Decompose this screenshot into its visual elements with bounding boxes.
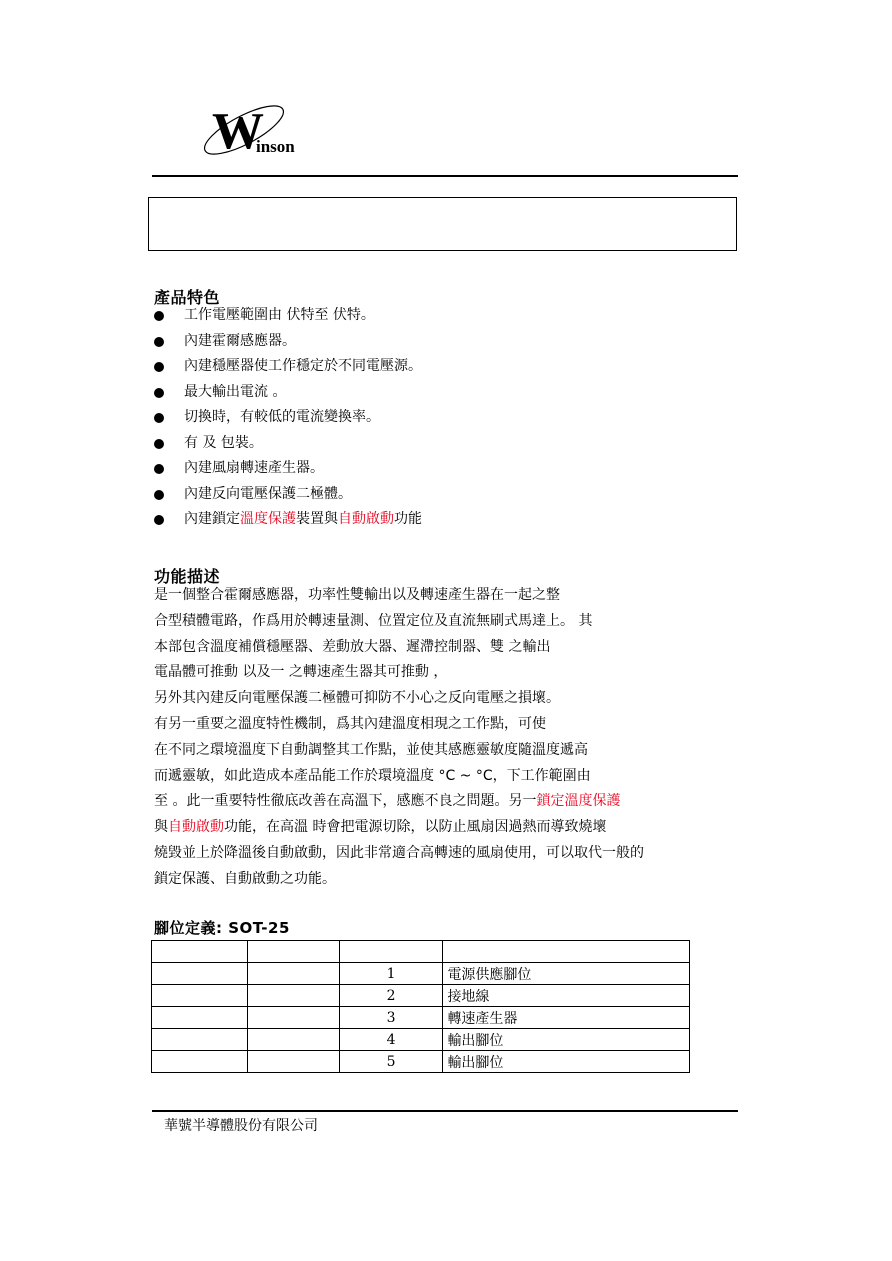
description-segment: 鎖定溫度保護 [536, 793, 621, 810]
description-line [154, 610, 592, 632]
pin-number-cell: 2 [339, 985, 443, 1007]
bullet-icon [154, 439, 164, 449]
feature-segment: 裝置與 [296, 511, 338, 527]
description-segment: 而遞靈敏，如此造成本產品能工作於環境溫度 °C ~ °C，下工作範圍由 [154, 767, 591, 784]
description-segment: 電晶體可推動 以及一 之轉速產生器其可推動 ， [154, 664, 448, 681]
feature-text [184, 482, 352, 507]
feature-text [184, 507, 422, 532]
description-segment: 功能，在高溫 時會把電源切除，以防止風扇因過熱而導致燒壞 [224, 819, 607, 836]
feature-segment: 內建穩壓器使工作穩定於不同電壓源。 [184, 358, 422, 374]
description-segment: 本部包含溫度補償穩壓器、差動放大器、遲滯控制器、雙 之輸出 [154, 638, 551, 655]
pin-cell [247, 941, 339, 963]
pin-description-cell: 電源供應腳位 [443, 963, 690, 985]
pin-table [151, 940, 690, 1073]
feature-item [152, 507, 672, 532]
features-heading: 產品特色 [154, 288, 221, 307]
pin-number-cell: 3 [339, 1007, 443, 1029]
svg-text:inson: inson [256, 137, 295, 156]
feature-segment: 最大輸出電流 。 [184, 383, 287, 400]
bullet-icon [154, 311, 164, 321]
description-line [154, 790, 620, 812]
description-segment: 至 。此一重要特性徹底改善在高溫下，感應不良之問題。另一 [154, 793, 537, 810]
table-row [152, 985, 690, 1007]
feature-item [152, 405, 672, 430]
description-segment: 在不同之環境溫度下自動調整其工作點，並使其感應靈敏度隨溫度遞高 [154, 741, 588, 758]
feature-item [152, 303, 672, 328]
bullet-icon [154, 515, 164, 525]
pin-heading: 腳位定義: SOT-25 [154, 919, 290, 937]
footer-rule [152, 1110, 738, 1112]
description-line [154, 739, 588, 761]
winson-logo [196, 92, 306, 164]
feature-item [152, 482, 672, 507]
feature-item [152, 431, 672, 456]
pin-number-cell: 1 [339, 963, 443, 985]
feature-segment: 內建鎖定 [184, 511, 240, 527]
bullet-icon [154, 337, 164, 347]
pin-cell [247, 1029, 339, 1051]
feature-item [152, 329, 672, 354]
feature-text [184, 329, 296, 354]
feature-item [152, 456, 672, 481]
pin-cell [247, 985, 339, 1007]
description-heading: 功能描述 [154, 567, 221, 586]
description-segment: 鎖定保護、自動啟動之功能。 [154, 870, 336, 887]
feature-item [152, 354, 672, 379]
pin-description-cell: 轉速產生器 [443, 1007, 690, 1029]
table-row [152, 963, 690, 985]
feature-segment: 溫度保護 [240, 511, 296, 527]
bullet-icon [154, 490, 164, 500]
feature-text [184, 405, 380, 430]
description-segment: 有另一重要之溫度特性機制，爲其內建溫度相現之工作點，可使 [154, 716, 546, 732]
feature-segment: 工作電壓範圍由 伏特至 伏特。 [184, 307, 375, 323]
table-row [152, 1029, 690, 1051]
pin-description-cell: 輸出腳位 [443, 1029, 690, 1051]
feature-item [152, 380, 672, 405]
description-segment: 另外其內建反向電壓保護二極體可抑防不小心之反向電壓之損壞。 [154, 690, 560, 707]
header-rule [152, 175, 738, 177]
bullet-icon [154, 464, 164, 474]
feature-segment: 內建風扇轉速產生器。 [184, 460, 324, 476]
feature-text [184, 380, 286, 405]
pin-cell [152, 1029, 248, 1051]
feature-text [184, 431, 263, 456]
pin-cell [247, 1051, 339, 1073]
description-line [154, 816, 606, 838]
pin-cell [247, 1007, 339, 1029]
pin-cell [152, 963, 248, 985]
description-line [154, 868, 336, 890]
description-line [154, 713, 546, 735]
description-line [154, 842, 644, 864]
feature-text [184, 354, 422, 379]
feature-segment: 切換時，有較低的電流變換率。 [184, 409, 380, 425]
table-row [152, 1007, 690, 1029]
pin-number-cell: 5 [339, 1051, 443, 1073]
feature-segment: 自動啟動 [338, 511, 394, 527]
bullet-icon [154, 362, 164, 372]
pin-cell [152, 1051, 248, 1073]
description-line [154, 765, 591, 787]
pin-description-cell: 輸出腳位 [443, 1051, 690, 1073]
feature-text [184, 303, 375, 328]
feature-segment: 內建霍爾感應器。 [184, 332, 296, 349]
description-segment: 燒毀並上於降溫後自動啟動，因此非常適合高轉速的風扇使用，可以取代一般的 [154, 845, 644, 861]
description-segment: 是一個整合霍爾感應器，功率性雙輸出以及轉速產生器在一起之整 [154, 587, 560, 603]
description-segment: 與 [154, 819, 168, 836]
description-segment: 自動啟動 [168, 819, 224, 836]
bullet-icon [154, 413, 164, 423]
table-row [152, 941, 690, 963]
company-name: 華號半導體股份有限公司 [164, 1118, 318, 1134]
pin-cell [152, 985, 248, 1007]
pin-cell [247, 963, 339, 985]
pin-description-cell [443, 941, 690, 963]
feature-segment: 功能 [394, 511, 422, 527]
feature-segment: 有 及 包裝。 [184, 434, 263, 451]
description-line [154, 636, 550, 658]
title-box [148, 197, 737, 251]
feature-text [184, 456, 324, 481]
description-line [154, 687, 560, 709]
pin-cell [152, 941, 248, 963]
description-segment: 合型積體電路，作爲用於轉速量測、位置定位及直流無刷式馬達上。 其 [154, 612, 593, 629]
description-line [154, 584, 560, 606]
pin-description-cell: 接地線 [443, 985, 690, 1007]
feature-segment: 內建反向電壓保護二極體。 [184, 485, 352, 502]
table-row [152, 1051, 690, 1073]
bullet-icon [154, 388, 164, 398]
pin-cell [152, 1007, 248, 1029]
pin-number-cell: 4 [339, 1029, 443, 1051]
svg-text:W: W [212, 103, 264, 160]
description-line [154, 661, 447, 683]
pin-number-cell [339, 941, 443, 963]
